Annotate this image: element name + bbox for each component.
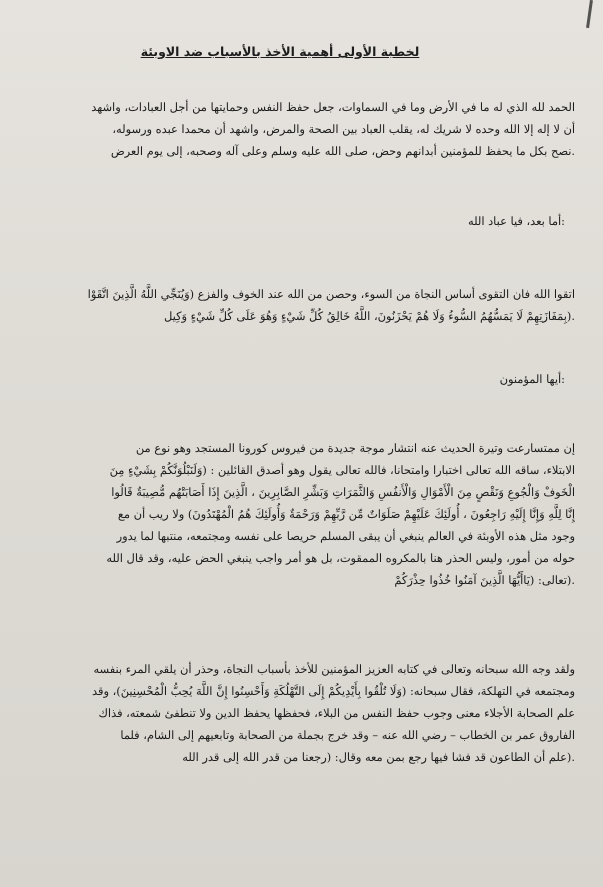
text-line: .(علم أن الطاعون قد فشا فيها رجع بمن معه وقال: (رجعنا من قدر الله إلى قدر الله	[182, 750, 575, 764]
text-line: أن لا إله إلا الله وحده لا شريك له، يقلب العباد بين الصحة والمرض، واشهد أن محمدا عبده ورسوله،	[112, 122, 575, 136]
text-line: اتقوا الله فان التقوى أساس النجاة من السوء، وحصن من الله عند الخوف والفزع (وَيُنَجِّي اللَّهُ الَّذِينَ اتَّقَوْا	[87, 287, 575, 301]
text-line: ولقد وجه الله سبحانه وتعالى في كتابه العزيز المؤمنين للأخذ بأسباب النجاة، وحذر أن يلقي المرء بنفسه	[93, 662, 575, 676]
address-line: :أيها المؤمنون	[499, 372, 565, 386]
text-line: حوله من أمور، وليس الحذر هنا بالمكروه الممقوت، بل هو أمر واجب ينبغي الحض عليه، وقد قال الله	[106, 551, 575, 565]
salutation-line: :أما بعد، فيا عباد الله	[467, 214, 565, 228]
page-title: لخطبة الأولى أهمية الأخذ بالأسباب ضد الاوبئة	[140, 44, 420, 59]
text-line: إن ممتسارعت وتيرة الحديث عنه انتشار موجة جديدة من فيروس كورونا المستجد وهو نوع من	[135, 441, 575, 455]
body-paragraph	[40, 437, 575, 591]
text-line: الفاروق عمر بن الخطاب – رضي الله عنه – وقد خرج بجملة من الصحابة وتابعيهم إلى الشام، فلما	[120, 728, 575, 742]
text-line: .(بِمَفَازَتِهِمْ لَا يَمَسُّهُمُ السُّوءُ وَلَا هُمْ يَحْزَنُونَ، اللَّهُ خَالِقُ كُلِّ شَيْءٍ وَهُوَ عَلَى كُلِّ شَيْءٍ وَكِيل	[164, 309, 575, 323]
intro-paragraph	[40, 96, 575, 162]
text-line: الْخَوفْ وَالْجُوعِ وَنَقْصٍ مِنَ الْأَمْوَالِ وَالْأَنفُسِ وَالثَّمَرَاتِ وَبَشِّرِ الصَّابِرِينَ ، الَّذِينَ إِذَا أَصَابَتْهُم مُّصِيبَةٌ قَالُوا	[111, 485, 575, 499]
pen-mark	[586, 0, 593, 28]
text-line: ومجتمعه في التهلكة، فقال سبحانه: (وَلَا تُلْقُوا بِأَيْدِيكُمْ إِلَى التَّهْلُكَةِ وَأَحْسِنُوا إِنَّ اللَّهَ يُحِبُّ الْمُحْسِنِينَ)، وقد	[92, 684, 575, 698]
text-line: علم الصحابة الأجلاء معنى وجوب حفظ النفس من البلاء، فحفظها يحفظ الدين ولا تنطفئ شمعته، فذاك	[98, 706, 575, 720]
text-line: الابتلاء، ساقه الله تعالى اختبارا وامتحانا، فالله تعالى يقول وهو أصدق القائلين : (وَلَنَبْلُوَنَّكُمْ بِشَيْءٍ مِنَ	[109, 463, 575, 477]
closing-paragraph	[40, 658, 575, 768]
text-line: .(تعالى: (يَاأَيُّهَا الَّذِينَ آمَنُوا خُذُوا حِذْرَكُمْ	[394, 573, 575, 587]
taqwa-paragraph	[40, 283, 575, 327]
text-line: إِنَّا لِلَّهِ وَإِنَّا إِلَيْهِ رَاجِعُونَ ، أُولَئِكَ عَلَيْهِمْ صَلَوَاتٌ مِّن رَّبِّهِمْ وَرَحْمَةٌ وَأُولَئِكَ هُمُ الْمُهْتَدُونَ) ولا ريب أن مع	[117, 507, 575, 521]
text-line: الحمد لله الذي له ما في الأرض وما في السماوات، جعل حفظ النفس وحمايتها من أجل العبادات، واشهد	[91, 100, 575, 114]
text-line: .نصح بكل ما يحفظ للمؤمنين أبدانهم وحض، صلى الله عليه وسلم وعلى آله وصحبه، إلى يوم العرض	[110, 144, 575, 158]
text-line: وجود مثل هذه الأوبئة في العالم ينبغي أن يبقى المسلم حريصا على نفسه ومجتمعه، منتبها لما يدور	[116, 529, 575, 543]
